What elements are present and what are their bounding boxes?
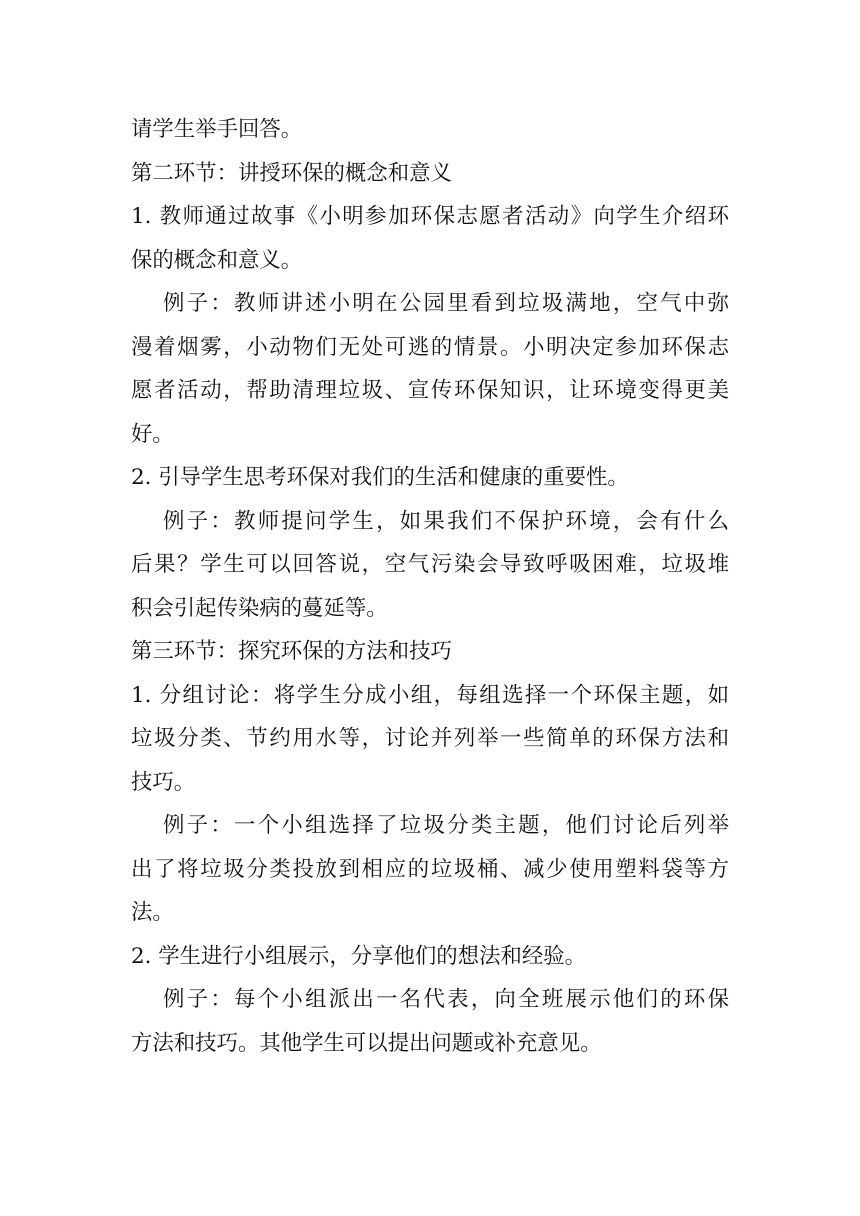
text-line: 愿者活动，帮助清理垃圾、宣传环保知识，让环境变得更美 (131, 378, 729, 403)
text-line: 漫着烟雾，小动物们无处可逃的情景。小明决定参加环保志 (131, 334, 729, 360)
text-line: 技巧。 (131, 769, 196, 795)
example-line: 例子：每个小组派出一名代表，向全班展示他们的环保 (163, 987, 729, 1012)
text-line: 请学生举手回答。 (131, 117, 303, 142)
text-line: 积会引起传染病的蔓延等。 (131, 595, 388, 621)
text-line: 法。 (131, 900, 174, 925)
example-line: 例子：教师讲述小明在公园里看到垃圾满地，空气中弥 (163, 291, 729, 316)
example-line: 例子：一个小组选择了垃圾分类主题，他们讨论后列举 (163, 813, 729, 838)
section-heading-2: 第二环节：讲授环保的概念和意义 (131, 160, 452, 186)
text-line: 1. 教师通过故事《小明参加环保志愿者活动》向学生介绍环 (131, 204, 729, 229)
text-line: 保的概念和意义。 (131, 247, 303, 273)
section-heading-3: 第三环节：探究环保的方法和技巧 (131, 639, 452, 664)
text-line: 方法和技巧。其他学生可以提出问题或补充意见。 (131, 1030, 602, 1056)
text-line: 后果？学生可以回答说，空气污染会导致呼吸困难，垃圾堆 (131, 552, 729, 577)
text-line: 2. 学生进行小组展示，分享他们的想法和经验。 (131, 943, 587, 969)
example-line: 例子：教师提问学生，如果我们不保护环境，会有什么 (163, 508, 729, 534)
text-line: 垃圾分类、节约用水等，讨论并列举一些简单的环保方法和 (131, 726, 729, 751)
text-line: 1. 分组讨论：将学生分成小组，每组选择一个环保主题，如 (131, 682, 729, 708)
text-line: 好。 (131, 421, 174, 447)
text-line: 出了将垃圾分类投放到相应的垃圾桶、减少使用塑料袋等方 (131, 856, 729, 882)
text-line: 2. 引导学生思考环保对我们的生活和健康的重要性。 (131, 465, 629, 490)
